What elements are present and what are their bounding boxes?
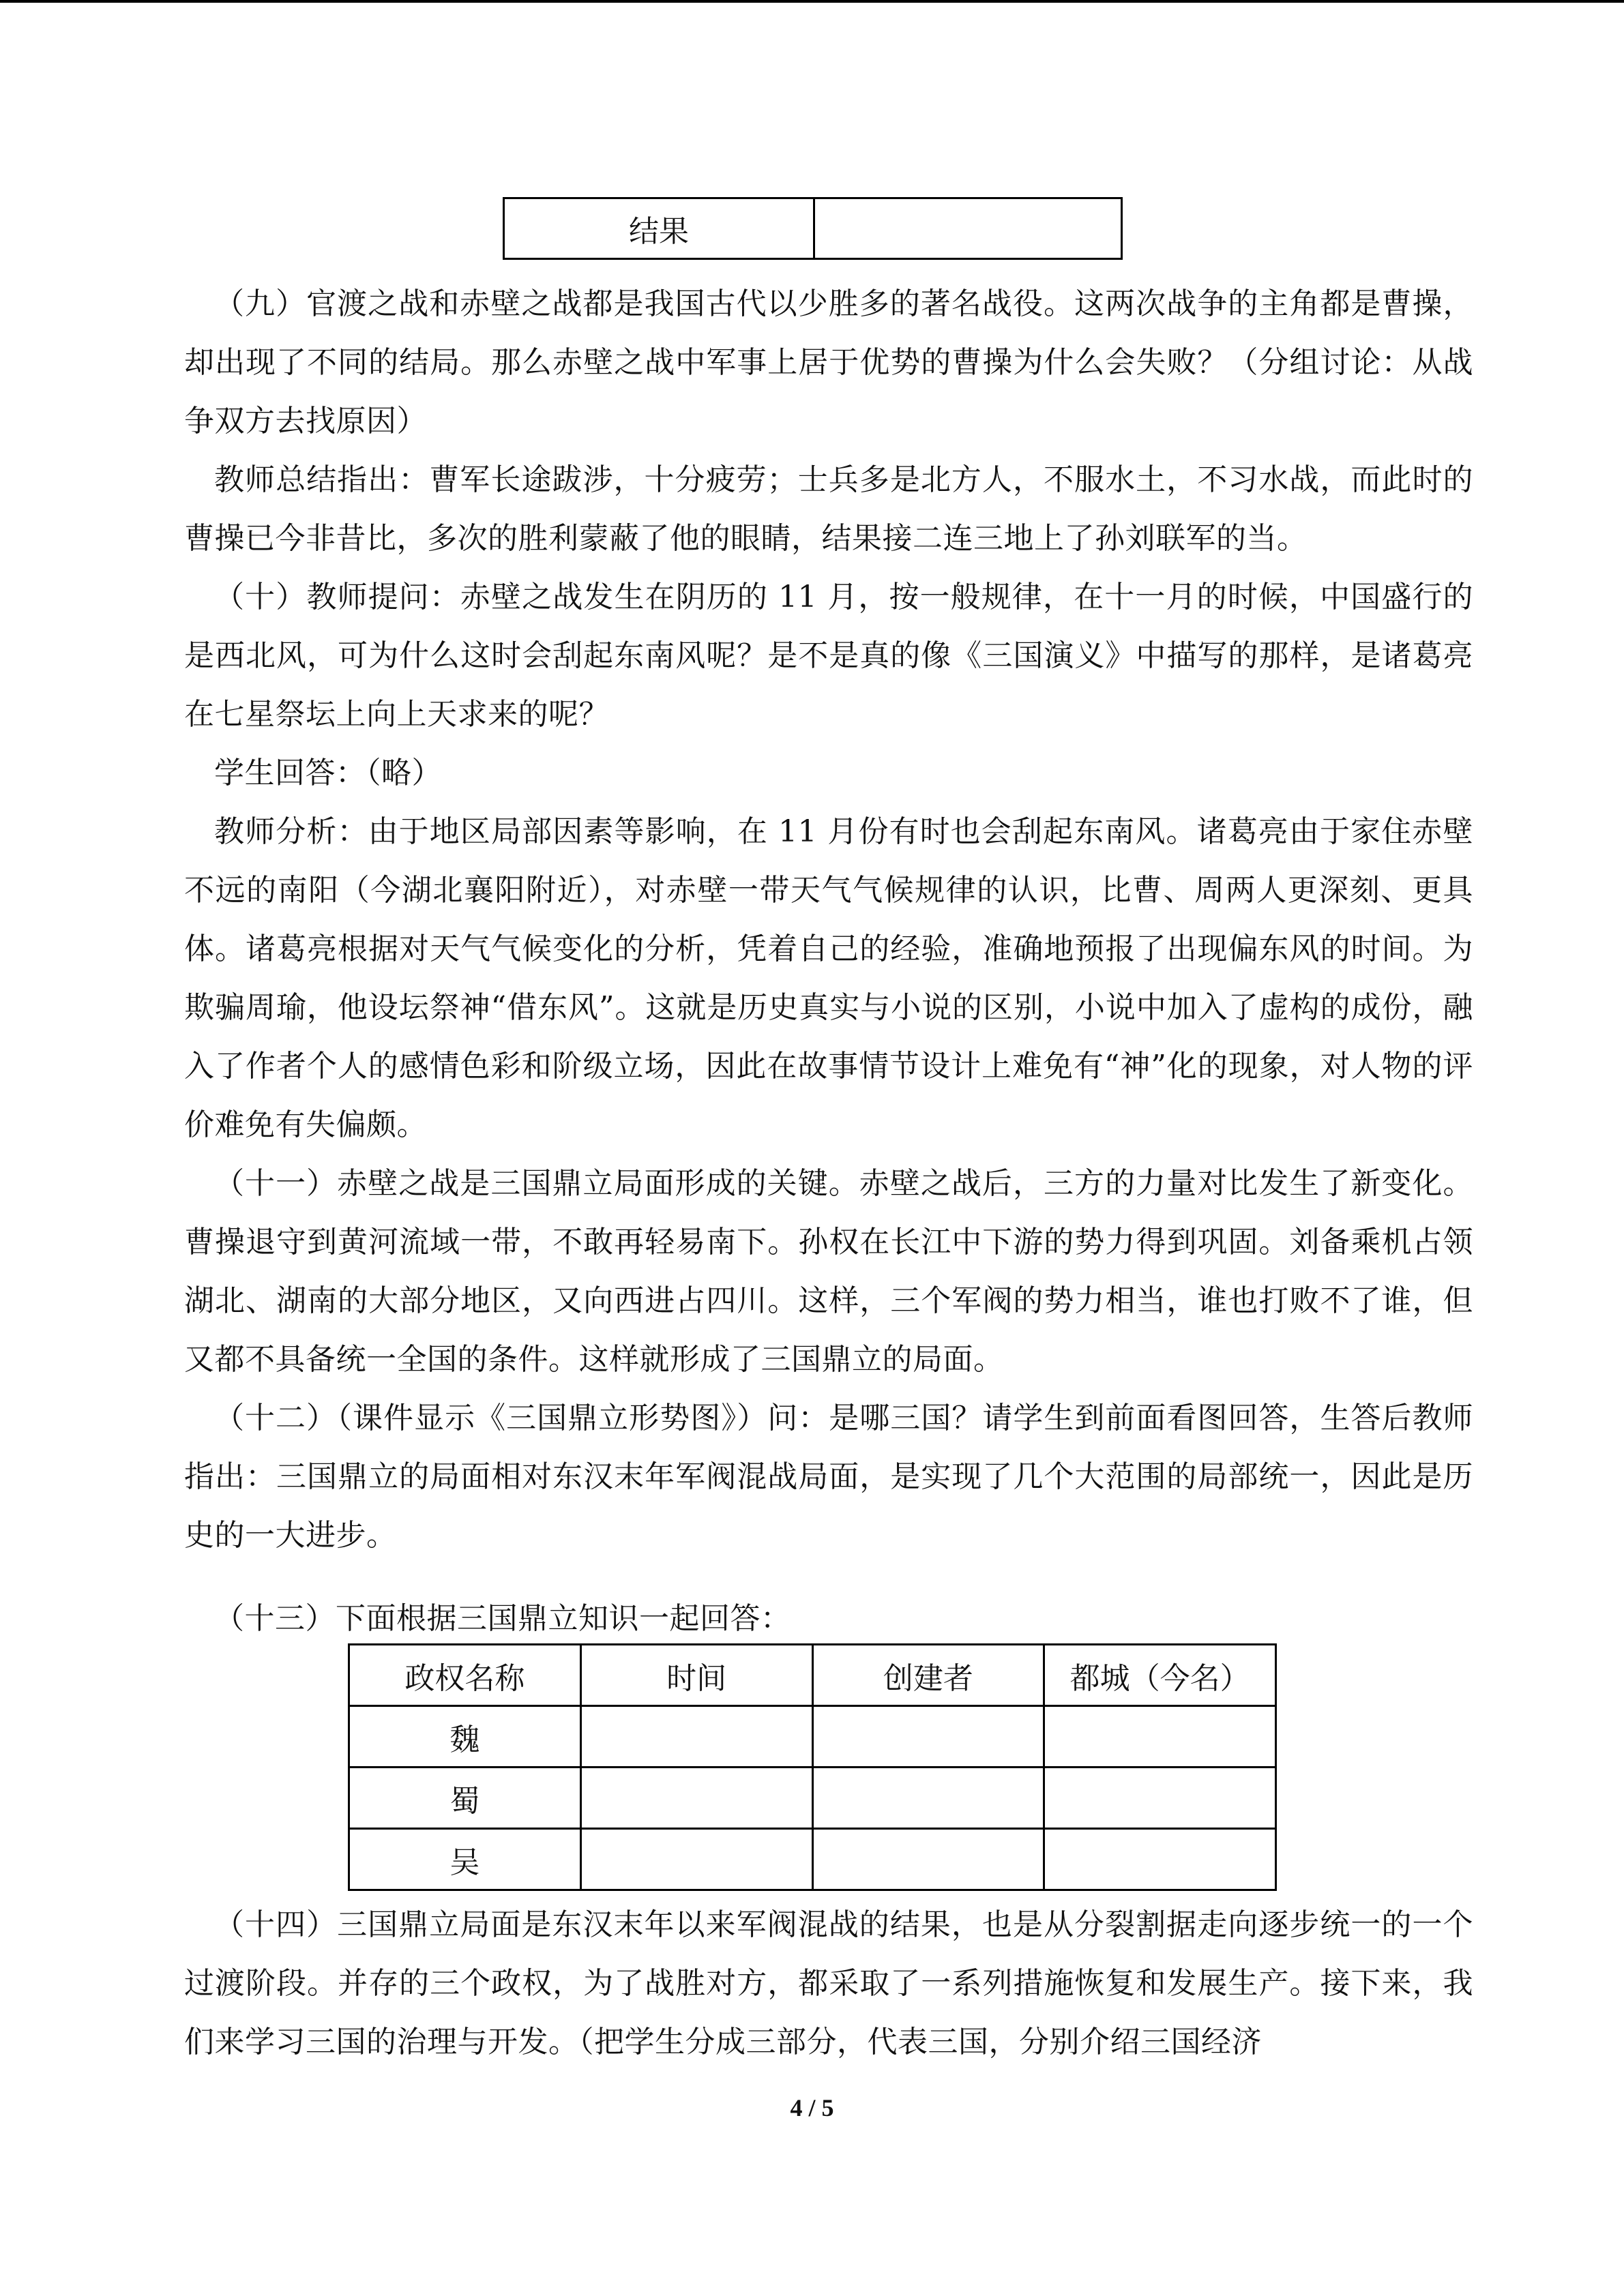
paragraph-fourteen: （十四）三国鼎立局面是东汉末年以来军阀混战的结果，也是从分裂割据走向逐步统一的一个过渡阶段。并存的三个政权，为了战胜对方，都采取了一系列措施恢复和发展生产。接下来，我们来学习三国的治理与开发。（把学生分成三部分，代表三国，分别介绍三国经济 [184, 1907, 1473, 2059]
capital-cell [1044, 1829, 1276, 1890]
time-cell [580, 1829, 812, 1890]
capital-cell [1044, 1706, 1276, 1768]
page-number: 4 / 5 [790, 2094, 834, 2121]
paragraph-thirteen: （十三）下面根据三国鼎立知识一起回答： [214, 1601, 791, 1636]
time-cell [580, 1706, 812, 1768]
result-value-cell [814, 198, 1122, 259]
founder-cell [812, 1706, 1044, 1768]
result-table [503, 197, 1123, 260]
paragraph-eleven: （十一）赤壁之战是三国鼎立局面形成的关键。赤壁之战后，三方的力量对比发生了新变化。曹操退守到黄河流域一带，不敢再轻易南下。孙权在长江中下游的势力得到巩固。刘备乘机占领湖北、湖南的大部分地区，又向西进占四川。这样，三个军阀的势力相当，谁也打败不了谁，但又都不具备统一全国的条件。这样就形成了三国鼎立的局面。 [184, 1166, 1473, 1377]
paragraph-twelve: （十二）（课件显示《三国鼎立形势图》）问：是哪三国？请学生到前面看图回答，生答后教师指出：三国鼎立的局面相对东汉末年军阀混战局面，是实现了几个大范围的局部统一，因此是历史的一大进步。 [184, 1401, 1473, 1553]
regime-name-cell: 魏 [349, 1706, 581, 1768]
capital-cell [1044, 1768, 1276, 1829]
paragraph-nine-summary: 教师总结指出：曹军长途跋涉，十分疲劳；士兵多是北方人，不服水土，不习水战，而此时的曹操已今非昔比，多次的胜利蒙蔽了他的眼睛，结果接二连三地上了孙刘联军的当。 [184, 462, 1473, 556]
regime-name-cell: 吴 [349, 1829, 581, 1890]
table-row [349, 1829, 1276, 1890]
paragraph-ten-student-answer: 学生回答：（略） [214, 756, 442, 790]
table-row [504, 198, 1122, 259]
table-row [349, 1706, 1276, 1768]
time-cell [580, 1768, 812, 1829]
paragraph-ten: （十）教师提问：赤壁之战发生在阴历的 11 月，按一般规律，在十一月的时候，中国盛行的是西北风，可为什么这时会刮起东南风呢？是不是真的像《三国演义》中描写的那样，是诸葛亮在七星祭坛上向上天求来的呢？ [184, 580, 1473, 732]
table-header-row [349, 1645, 1276, 1706]
header-capital: 都城（今名） [1044, 1645, 1276, 1706]
table-row [349, 1768, 1276, 1829]
header-regime-name: 政权名称 [349, 1645, 581, 1706]
regime-name-cell: 蜀 [349, 1768, 581, 1829]
paragraph-ten-teacher-analysis: 教师分析：由于地区局部因素等影响，在 11 月份有时也会刮起东南风。诸葛亮由于家住赤壁不远的南阳（今湖北襄阳附近），对赤壁一带天气气候规律的认识，比曹、周两人更深刻、更具体。诸葛亮根据对天气气候变化的分析，凭着自己的经验，准确地预报了出现偏东风的时间。为欺骗周瑜，他设坛祭神“借东风”。这就是历史真实与小说的区别，小说中加入了虚构的成份，融入了作者个人的感情色彩和阶级立场，因此在故事情节设计上难免有“神”化的现象，对人物的评价难免有失偏颇。 [184, 814, 1473, 1142]
three-kingdoms-table [348, 1643, 1277, 1891]
paragraph-nine: （九）官渡之战和赤壁之战都是我国古代以少胜多的著名战役。这两次战争的主角都是曹操，却出现了不同的结局。那么赤壁之战中军事上居于优势的曹操为什么会失败？（分组讨论：从战争双方去找原因） [184, 286, 1473, 438]
founder-cell [812, 1829, 1044, 1890]
result-label-cell: 结果 [504, 198, 814, 259]
founder-cell [812, 1768, 1044, 1829]
header-time: 时间 [580, 1645, 812, 1706]
header-founder: 创建者 [812, 1645, 1044, 1706]
